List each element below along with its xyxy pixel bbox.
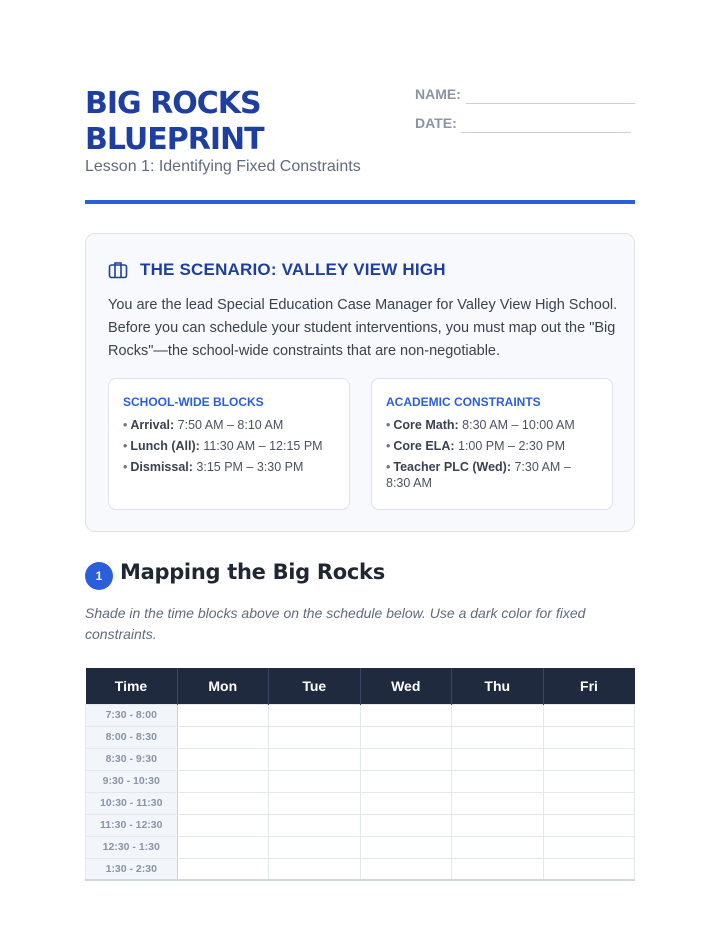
table-row [86,836,635,858]
table-row [86,770,635,792]
item-value: 1:00 PM – 2:30 PM [458,439,566,453]
schedule-cell-tue[interactable] [269,748,361,770]
item-value: 3:15 PM – 3:30 PM [196,460,304,474]
schedule-cell-thu[interactable] [452,726,544,748]
schedule-body [86,704,635,880]
title-line-1: BIG ROCKS [85,86,261,121]
list-item: • Lunch (All): 11:30 AM – 12:15 PM [123,439,323,453]
schedule-cell-fri[interactable] [543,858,635,880]
schedule-cell-wed[interactable] [360,792,452,814]
schedule-cell-tue[interactable] [269,726,361,748]
academic-constraints-title: ACADEMIC CONSTRAINTS [386,395,541,409]
column-header-time: Time [86,668,178,704]
school-wide-blocks-title: SCHOOL-WIDE BLOCKS [123,395,264,409]
time-slot-label: 8:00 - 8:30 [86,726,178,748]
list-item: • Arrival: 7:50 AM – 8:10 AM [123,418,284,432]
schedule-table [85,668,635,881]
section-number-badge: 1 [85,562,113,590]
time-slot-label: 10:30 - 11:30 [86,792,178,814]
table-row [86,748,635,770]
item-label: Core Math: [393,418,459,432]
schedule-cell-tue[interactable] [269,858,361,880]
schedule-cell-mon[interactable] [177,748,269,770]
schedule-cell-mon[interactable] [177,726,269,748]
column-header-thu: Thu [452,668,544,704]
column-header-mon: Mon [177,668,269,704]
schedule-cell-fri[interactable] [543,748,635,770]
list-item: • Dismissal: 3:15 PM – 3:30 PM [123,460,304,474]
scenario-card [85,233,635,532]
list-item: • Core Math: 8:30 AM – 10:00 AM [386,418,575,432]
schedule-cell-tue[interactable] [269,770,361,792]
schedule-cell-tue[interactable] [269,814,361,836]
schedule-cell-tue[interactable] [269,792,361,814]
item-label: Teacher PLC (Wed): [393,460,511,474]
lesson-subtitle: Lesson 1: Identifying Fixed Constraints [85,158,361,175]
scenario-text: You are the lead Special Education Case Manager for Valley View High School. Before you can schedule your student interventions, you must map out the "Big Rocks"—the school-wide constraints that are non-negotiable. [108,297,618,359]
date-line [461,132,631,133]
schedule-cell-fri[interactable] [543,814,635,836]
schedule-cell-mon[interactable] [177,858,269,880]
column-header-wed: Wed [360,668,452,704]
schedule-cell-thu[interactable] [452,770,544,792]
schedule-cell-thu[interactable] [452,836,544,858]
section-title: Mapping the Big Rocks [120,560,385,584]
schedule-cell-wed[interactable] [360,748,452,770]
schedule-cell-fri[interactable] [543,770,635,792]
time-slot-label: 7:30 - 8:00 [86,704,178,726]
schedule-cell-thu[interactable] [452,748,544,770]
table-row [86,792,635,814]
item-value: 7:50 AM – 8:10 AM [177,418,284,432]
item-value: 11:30 AM – 12:15 PM [203,439,323,453]
name-label: NAME: [415,86,461,102]
header-divider [85,200,635,204]
schedule-cell-thu[interactable] [452,858,544,880]
name-line [466,103,635,104]
briefcase-icon [108,260,128,280]
time-slot-label: 9:30 - 10:30 [86,770,178,792]
item-value: 7:30 AM – 8:30 AM [386,460,571,490]
schedule-cell-fri[interactable] [543,704,635,726]
schedule-cell-tue[interactable] [269,704,361,726]
schedule-cell-wed[interactable] [360,726,452,748]
time-slot-label: 8:30 - 9:30 [86,748,178,770]
date-label: DATE: [415,115,457,131]
section-instructions: Shade in the time blocks above on the schedule below. Use a dark color for fixed constraints. [85,605,586,642]
schedule-cell-mon[interactable] [177,814,269,836]
academic-constraints-list [386,417,598,491]
schedule-cell-thu[interactable] [452,814,544,836]
item-value: 8:30 AM – 10:00 AM [462,418,575,432]
date-field[interactable] [415,115,457,131]
list-item: • Core ELA: 1:00 PM – 2:30 PM [386,439,566,453]
list-item: • Teacher PLC (Wed): 7:30 AM – 8:30 AM [386,460,571,490]
schedule-cell-mon[interactable] [177,704,269,726]
time-slot-label: 11:30 - 12:30 [86,814,178,836]
schedule-cell-tue[interactable] [269,836,361,858]
schedule-cell-fri[interactable] [543,792,635,814]
schedule-cell-fri[interactable] [543,836,635,858]
item-label: Arrival: [130,418,175,432]
item-label: Core ELA: [393,439,455,453]
schedule-cell-mon[interactable] [177,836,269,858]
schedule-cell-wed[interactable] [360,770,452,792]
scenario-title: THE SCENARIO: VALLEY VIEW HIGH [140,260,446,279]
schedule-cell-mon[interactable] [177,770,269,792]
schedule-cell-thu[interactable] [452,792,544,814]
schedule-cell-wed[interactable] [360,704,452,726]
table-header-row [86,668,635,704]
title-line-2: BLUEPRINT [85,122,264,157]
school-wide-blocks-box [108,378,350,510]
schedule-cell-thu[interactable] [452,704,544,726]
schedule-cell-fri[interactable] [543,726,635,748]
column-header-fri: Fri [543,668,635,704]
time-slot-label: 12:30 - 1:30 [86,836,178,858]
schedule-cell-wed[interactable] [360,836,452,858]
item-label: Lunch (All): [130,439,200,453]
schedule-cell-mon[interactable] [177,792,269,814]
table-row [86,814,635,836]
table-row [86,726,635,748]
school-wide-blocks-list [123,417,335,475]
scenario-heading [108,260,446,280]
schedule-cell-wed[interactable] [360,814,452,836]
name-field[interactable] [415,86,461,102]
time-slot-label: 1:30 - 2:30 [86,858,178,880]
academic-constraints-box [371,378,613,510]
column-header-tue: Tue [269,668,361,704]
table-row [86,704,635,726]
worksheet-header [85,86,635,206]
item-label: Dismissal: [130,460,193,474]
table-row [86,858,635,880]
schedule-cell-wed[interactable] [360,858,452,880]
